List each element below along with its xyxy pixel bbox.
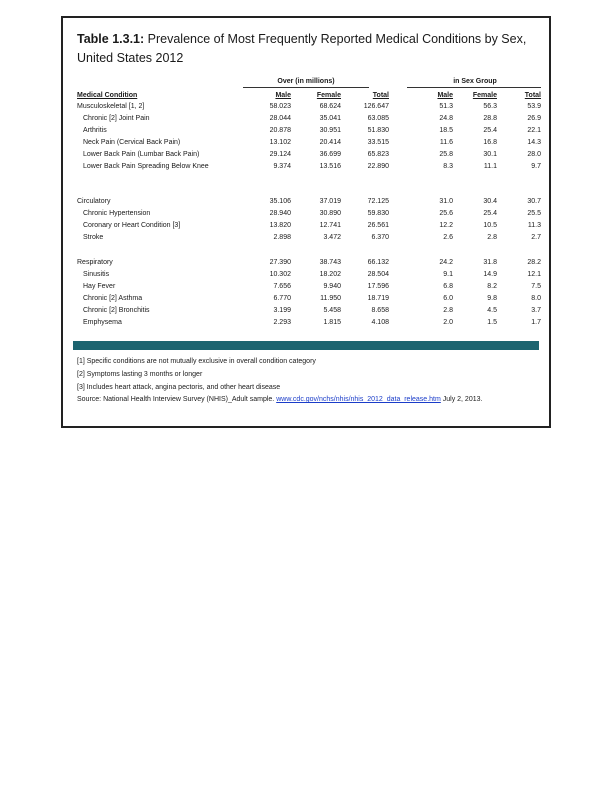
table-row [63, 139, 549, 151]
cell-male-millions: 6.770 [273, 295, 291, 302]
cell-total-millions: 18.719 [367, 295, 389, 302]
cell-male-percent: 18.5 [439, 127, 453, 134]
cell-total-millions: 26.561 [367, 222, 389, 229]
title-text: Prevalence of Most Frequently Reported Medical Conditions by Sex, United States 2012 [77, 32, 527, 65]
cell-female-percent: 25.4 [483, 127, 497, 134]
table-row [63, 151, 549, 163]
cell-female-percent: 8.2 [487, 283, 497, 290]
table-row [63, 307, 549, 319]
cell-male-millions: 35.106 [269, 198, 291, 205]
cell-female-millions: 30.951 [319, 127, 341, 134]
cell-male-percent: 9.1 [443, 271, 453, 278]
cell-total-percent: 3.7 [531, 307, 541, 314]
row-label: Respiratory [77, 259, 113, 266]
source-suffix: July 2, 2013. [440, 396, 483, 404]
cell-total-millions: 33.515 [367, 139, 389, 146]
cell-female-percent: 28.8 [483, 115, 497, 122]
cell-male-percent: 2.8 [443, 307, 453, 314]
row-label: Lower Back Pain (Lumbar Back Pain) [83, 151, 200, 158]
cell-female-percent: 2.8 [487, 234, 497, 241]
table-row [63, 295, 549, 307]
cell-total-millions: 28.504 [367, 271, 389, 278]
cell-female-millions: 20.414 [319, 139, 341, 146]
cell-male-percent: 25.6 [439, 210, 453, 217]
cell-female-percent: 31.8 [483, 259, 497, 266]
cell-male-percent: 2.0 [443, 319, 453, 326]
header-female-millions: Female [316, 92, 341, 99]
cell-female-millions: 3.472 [323, 234, 341, 241]
footnote-3: [3] Includes heart attack, angina pectoris, and other heart disease [77, 383, 281, 391]
cell-female-percent: 14.9 [483, 271, 497, 278]
row-label: Chronic Hypertension [83, 210, 151, 217]
cell-female-millions: 12.741 [319, 222, 341, 229]
cell-female-millions: 13.516 [319, 163, 341, 170]
cell-total-percent: 30.7 [527, 198, 541, 205]
cell-male-percent: 2.6 [443, 234, 453, 241]
cell-total-millions: 63.085 [367, 115, 389, 122]
cell-male-percent: 24.8 [439, 115, 453, 122]
cell-total-percent: 2.7 [531, 234, 541, 241]
table-row [63, 210, 549, 222]
row-label: Chronic [2] Bronchitis [83, 307, 150, 314]
cell-male-millions: 28.940 [269, 210, 291, 217]
table-title [77, 30, 537, 68]
cell-total-millions: 72.125 [367, 198, 389, 205]
cell-female-millions: 5.458 [323, 307, 341, 314]
table-row [63, 222, 549, 234]
cell-total-percent: 12.1 [527, 271, 541, 278]
source-note [77, 394, 541, 407]
cell-male-percent: 8.3 [443, 163, 453, 170]
table-row [63, 283, 549, 295]
cell-total-percent: 53.9 [527, 103, 541, 110]
cell-total-millions: 59.830 [367, 210, 389, 217]
source-prefix: Source: National Health Interview Survey (NHIS)_Adult sample. [77, 396, 277, 404]
table-row [63, 319, 549, 331]
table-row [63, 127, 549, 139]
header-female-percent: Female [472, 92, 497, 99]
group-rule-percent [407, 87, 541, 88]
cell-male-millions: 58.023 [269, 103, 291, 110]
footnotes [77, 356, 541, 407]
cell-male-percent: 51.3 [439, 103, 453, 110]
group-header-percent: in Sex Group [453, 78, 497, 85]
cell-male-millions: 10.302 [269, 271, 291, 278]
cell-total-percent: 14.3 [527, 139, 541, 146]
cell-male-percent: 25.8 [439, 151, 453, 158]
cell-total-millions: 126.647 [363, 103, 389, 110]
cell-male-millions: 7.656 [273, 283, 291, 290]
cell-female-millions: 68.624 [319, 103, 341, 110]
cell-female-percent: 1.5 [487, 319, 497, 326]
cell-female-percent: 4.5 [487, 307, 497, 314]
cell-male-percent: 6.8 [443, 283, 453, 290]
cell-female-percent: 11.1 [483, 163, 497, 170]
cell-male-millions: 2.293 [273, 319, 291, 326]
cell-female-millions: 35.041 [319, 115, 341, 122]
cell-male-millions: 28.044 [269, 115, 291, 122]
row-label: Musculoskeletal [1, 2] [77, 103, 145, 110]
cell-female-percent: 16.8 [483, 139, 497, 146]
cell-female-percent: 30.4 [483, 198, 497, 205]
footnote-1: [1] Specific conditions are not mutually exclusive in overall condition category [77, 358, 316, 365]
cell-total-percent: 7.5 [531, 283, 541, 290]
row-label: Stroke [83, 234, 104, 241]
table-row [63, 259, 549, 271]
row-label: Sinusitis [83, 271, 110, 278]
row-label: Arthritis [83, 127, 107, 134]
table-row [63, 234, 549, 246]
cell-total-millions: 22.890 [367, 163, 389, 170]
table-row [63, 198, 549, 210]
cell-total-millions: 4.108 [371, 319, 389, 326]
divider-bar [73, 341, 539, 350]
cell-total-millions: 6.370 [371, 234, 389, 241]
cell-total-millions: 66.132 [367, 259, 389, 266]
cell-total-percent: 8.0 [531, 295, 541, 302]
row-label: Lower Back Pain Spreading Below Knee [83, 163, 209, 170]
cell-total-percent: 25.5 [527, 210, 541, 217]
cell-female-percent: 30.1 [483, 151, 497, 158]
table-row [63, 115, 549, 127]
cell-total-millions: 17.596 [367, 283, 389, 290]
cell-total-percent: 28.0 [527, 151, 541, 158]
header-male-percent: Male [437, 92, 453, 99]
cell-male-percent: 24.2 [439, 259, 453, 266]
table-row [63, 271, 549, 283]
cell-male-millions: 13.102 [269, 139, 291, 146]
cell-male-percent: 12.2 [439, 222, 453, 229]
row-label: Neck Pain (Cervical Back Pain) [83, 139, 181, 146]
cell-male-millions: 3.199 [273, 307, 291, 314]
table-frame [61, 16, 551, 428]
row-label: Emphysema [83, 319, 122, 326]
row-label: Circulatory [77, 198, 111, 205]
cell-total-percent: 11.3 [527, 222, 541, 229]
cell-total-millions: 51.830 [367, 127, 389, 134]
row-label: Hay Fever [83, 283, 116, 290]
cell-total-percent: 9.7 [531, 163, 541, 170]
cell-male-millions: 9.374 [273, 163, 291, 170]
cell-female-percent: 56.3 [483, 103, 497, 110]
cell-total-millions: 65.823 [367, 151, 389, 158]
group-header-millions: Over (in millions) [277, 78, 335, 85]
header-male-millions: Male [275, 92, 291, 99]
cell-female-percent: 25.4 [483, 210, 497, 217]
cell-male-millions: 27.390 [269, 259, 291, 266]
cell-male-millions: 20.878 [269, 127, 291, 134]
cell-male-millions: 29.124 [269, 151, 291, 158]
cell-male-millions: 2.898 [273, 234, 291, 241]
cell-female-percent: 10.5 [483, 222, 497, 229]
cell-male-percent: 31.0 [439, 198, 453, 205]
cell-female-millions: 18.202 [319, 271, 341, 278]
footnote-2: [2] Symptoms lasting 3 months or longer [77, 370, 203, 378]
row-label: Chronic [2] Asthma [83, 295, 143, 302]
cell-female-millions: 36.699 [319, 151, 341, 158]
header-total-millions: Total [372, 92, 389, 99]
source-link[interactable]: www.cdc.gov/nchs/nhis/nhis_2012_data_release.htm [276, 396, 441, 404]
title-label: Table 1.3.1: [77, 32, 145, 46]
cell-female-percent: 9.8 [487, 295, 497, 302]
table-row [63, 103, 549, 115]
cell-female-millions: 11.950 [320, 295, 341, 302]
cell-total-percent: 28.2 [527, 259, 541, 266]
cell-male-percent: 6.0 [443, 295, 453, 302]
header-medical-condition: Medical Condition [77, 92, 138, 99]
cell-female-millions: 38.743 [319, 259, 341, 266]
cell-total-millions: 8.658 [371, 307, 389, 314]
cell-female-millions: 9.940 [323, 283, 341, 290]
cell-female-millions: 1.815 [323, 319, 341, 326]
group-rule-millions [243, 87, 369, 88]
cell-male-percent: 11.6 [439, 139, 453, 146]
cell-female-millions: 30.890 [319, 210, 341, 217]
cell-total-percent: 1.7 [531, 319, 541, 326]
cell-male-millions: 13.820 [269, 222, 291, 229]
cell-total-percent: 26.9 [527, 115, 541, 122]
cell-female-millions: 37.019 [319, 198, 341, 205]
table-row [63, 163, 549, 175]
header-total-percent: Total [524, 92, 541, 99]
cell-total-percent: 22.1 [527, 127, 541, 134]
row-label: Coronary or Heart Condition [3] [83, 222, 181, 229]
row-label: Chronic [2] Joint Pain [83, 115, 150, 122]
